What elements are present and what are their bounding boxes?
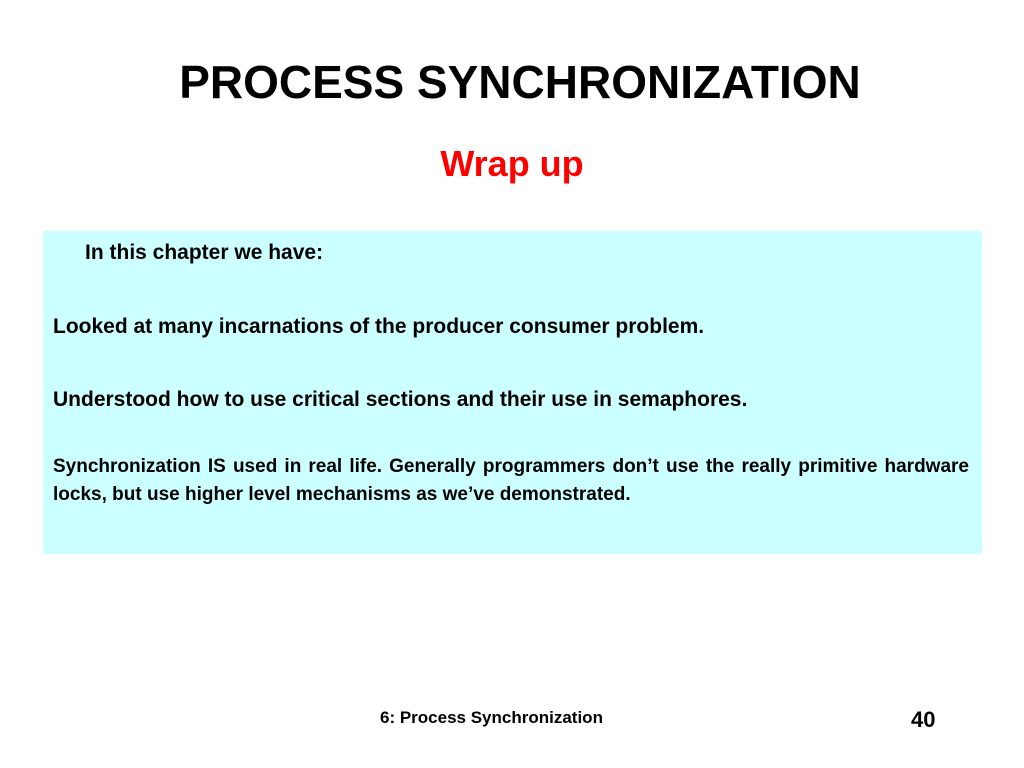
footer-text: 6: Process Synchronization <box>380 708 603 727</box>
slide-title: PROCESS SYNCHRONIZATION <box>179 56 861 108</box>
paragraph-critical-sections: Understood how to use critical sections and their use in semaphores. <box>53 388 748 411</box>
page-number: 40 <box>911 707 936 732</box>
slide-subtitle: Wrap up <box>440 143 584 184</box>
paragraph-producer-consumer: Looked at many incarnations of the producer consumer problem. <box>53 315 705 338</box>
intro-text: In this chapter we have: <box>85 241 324 264</box>
content-box <box>43 231 982 554</box>
paragraph-real-life: Synchronization IS used in real life. Generally programmers don’t use the really primitive hardware locks, but use higher level mechanisms as we’ve demonstrated. <box>53 456 969 505</box>
